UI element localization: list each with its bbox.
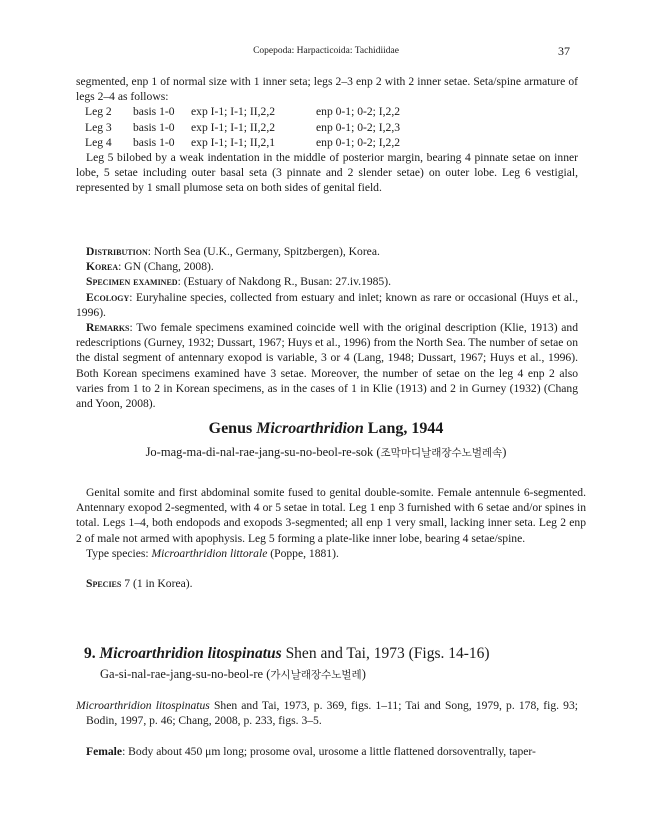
species-count-label: Species — [86, 577, 122, 591]
ecology-section: Ecology: Euryhaline species, collected from estuary and inlet; known as rare or occasional (Huys et al., 1996). — [76, 290, 578, 319]
page-number: 37 — [558, 44, 570, 58]
genus-romanized: Jo-mag-ma-di-nal-rae-jang-su-no-beol-re-sok ( — [145, 445, 381, 459]
species-romanized: Ga-si-nal-rae-jang-su-no-beol-re ( — [100, 667, 271, 681]
leg5-leg6-paragraph: Leg 5 bilobed by a weak indentation in the middle of posterior margin, bearing 4 pinnate setae on inner lobe, 5 setae including outer basal seta (3 pinnate and 2 slender setae) on outer lobe. Leg 6 vestigial, represented by 1 small plumose seta on both sides of genital field. — [76, 151, 578, 195]
remarks-text: Two female specimens examined coincide well with the original description (Klie, 1913) and redescriptions (Gurney, 1932; Dussart, 1967; Huys et al., 1996) from the North Sea. The number of setae on the distal segment of antennary exopod is variable, 3 or 4 (Lang, 1948; Dussart, 1967; Huys et al., 1996). Both Korean specimens examined have 3 setae. Moreover, the number of setae on the leg 4 enp 2 also varies from 1 to 2 in Korean specimens, as in the cases of 1 in Klie (1913) and 2 in Gurney (1932) (Chang and Yoon, 2008). — [76, 321, 578, 411]
genus-heading — [0, 420, 652, 438]
korea-text: GN (Chang, 2008). — [124, 260, 214, 274]
leg-basis: basis 1-0 — [133, 105, 175, 119]
remarks-section: Remarks: Two female specimens examined coincide well with the original description (Klie, 1913) and redescriptions (Gurney, 1932; Dussart, 1967; Huys et al., 1996) from the North Sea. The number of setae on the distal segment of antennary exopod is variable, 3 or 4 (Lang, 1948; Dussart, 1967; Huys et al., 1996). Both Korean specimens examined have 3 setae. Moreover, the number of setae on the leg 4 enp 2 also varies from 1 to 2 in Korean specimens, as in the cases of 1 in Klie (1913) and 2 in Gurney (1932) (Chang and Yoon, 2008). — [76, 321, 578, 411]
leg-exopod: exp I-1; I-1; II,2,2 — [191, 105, 276, 119]
genus-korean-name — [0, 445, 652, 460]
female-label: Female — [86, 745, 123, 758]
species-heading — [84, 645, 490, 663]
distribution-text: North Sea (U.K., Germany, Spitzbergen), Korea. — [153, 245, 380, 258]
remarks-label: Remarks — [86, 321, 130, 335]
female-description-block — [76, 744, 578, 759]
leg-basis: basis 1-0 — [133, 135, 175, 149]
leg-endopod: enp 0-1; 0-2; I,2,2 — [316, 105, 401, 119]
ecology-label: Ecology — [86, 290, 130, 304]
armature-intro: segmented, enp 1 of normal size with 1 inner seta; legs 2–3 enp 2 with 2 inner setae. Seta/spine armature of legs 2–4 as follows: — [76, 75, 578, 104]
synonymy-text: Shen and Tai, 1973, p. 369, figs. 1–11; Tai and Song, 1979, p. 178, fig. 93; Bodin, 1997, p. 46; Chang, 2008, p. 233, figs. 3–5. — [86, 699, 578, 728]
genus-name: Microarthridion — [256, 420, 364, 437]
distribution-label: Distribution — [86, 245, 148, 258]
running-head: Copepoda: Harpacticoida: Tachidiidae — [253, 46, 399, 56]
genus-diagnosis: Genital somite and first abdominal somite fused to genital double-somite. Female antennule 6-segmented. Antennary exopod 2-segmented, with 4 or 5 setae in total. Leg 1 enp 3 furnished with 6 setae and/or spines in total. Legs 1–4, both endopods and exopods 3-segmented; all enp 1 very small, lacking inner seta. Leg 2 enp 2 of male not armed with apophysis. Leg 5 forming a plate-like inner lobe, bearing 4 setae/spine. — [76, 486, 586, 545]
type-species-author: (Poppe, 1881). — [267, 546, 339, 560]
species-name: Microarthridion litospinatus — [99, 645, 282, 662]
species-count-text: 7 (1 in Korea). — [121, 577, 193, 591]
leg-armature-table — [85, 104, 578, 150]
species-sections — [76, 244, 578, 411]
leg-name: Leg 3 — [85, 120, 112, 134]
species-count-line — [76, 576, 578, 591]
leg-endopod: enp 0-1; 0-2; I,2,3 — [316, 120, 401, 134]
synonymy-name: Microarthridion litospinatus — [76, 699, 210, 712]
type-species-line — [76, 546, 578, 561]
genus-diagnosis-block — [76, 485, 586, 591]
female-text: : Body about 450 μm long; prosome oval, urosome a little flattened dorsoventrally, taper- — [122, 745, 536, 758]
page-header — [0, 44, 652, 60]
species-synonymy-block — [76, 698, 578, 728]
type-species-name: Microarthridion littorale — [151, 546, 268, 560]
korea-section: Korea: GN (Chang, 2008). — [86, 260, 214, 274]
leg-exopod: exp I-1; I-1; II,2,2 — [191, 120, 276, 134]
type-species-label: Type species: — [86, 546, 152, 560]
species-figs: (Figs. 14-16) — [404, 645, 490, 662]
species-author: Shen and Tai, 1973 — [281, 645, 405, 662]
genus-close-paren: ) — [502, 445, 507, 459]
leg-basis: basis 1-0 — [133, 120, 175, 134]
genus-prefix: Genus — [208, 420, 257, 437]
ecology-text: Euryhaline species, collected from estuary and inlet; known as rare or occasional (Huys et al., 1996). — [76, 290, 578, 319]
leg-exopod: exp I-1; I-1; II,2,1 — [191, 135, 276, 149]
specimen-text: (Estuary of Nakdong R., Busan: 27.iv.1985). — [183, 275, 391, 289]
korea-label: Korea — [86, 260, 119, 274]
leg-endopod: enp 0-1; 0-2; I,2,2 — [316, 135, 401, 149]
description-continued — [76, 74, 578, 196]
synonymy-entry — [76, 698, 578, 728]
species-korean-name — [100, 667, 366, 682]
genus-author: Lang, 1944 — [363, 420, 444, 437]
specimen-label: Specimen examined — [86, 275, 178, 289]
leg-name: Leg 2 — [85, 105, 112, 119]
distribution-section: Distribution: North Sea (U.K., Germany, Spitzbergen), Korea. — [86, 245, 380, 258]
species-close-paren: ) — [361, 667, 366, 681]
species-hangul: 가시날래장수노벌레 — [270, 669, 362, 681]
genus-hangul: 조막마디날래장수노벌레속 — [380, 447, 503, 459]
specimen-section: Specimen examined: (Estuary of Nakdong R., Busan: 27.iv.1985). — [86, 275, 391, 289]
species-number: 9. — [84, 645, 96, 662]
female-description — [76, 744, 578, 759]
leg-name: Leg 4 — [85, 135, 112, 149]
